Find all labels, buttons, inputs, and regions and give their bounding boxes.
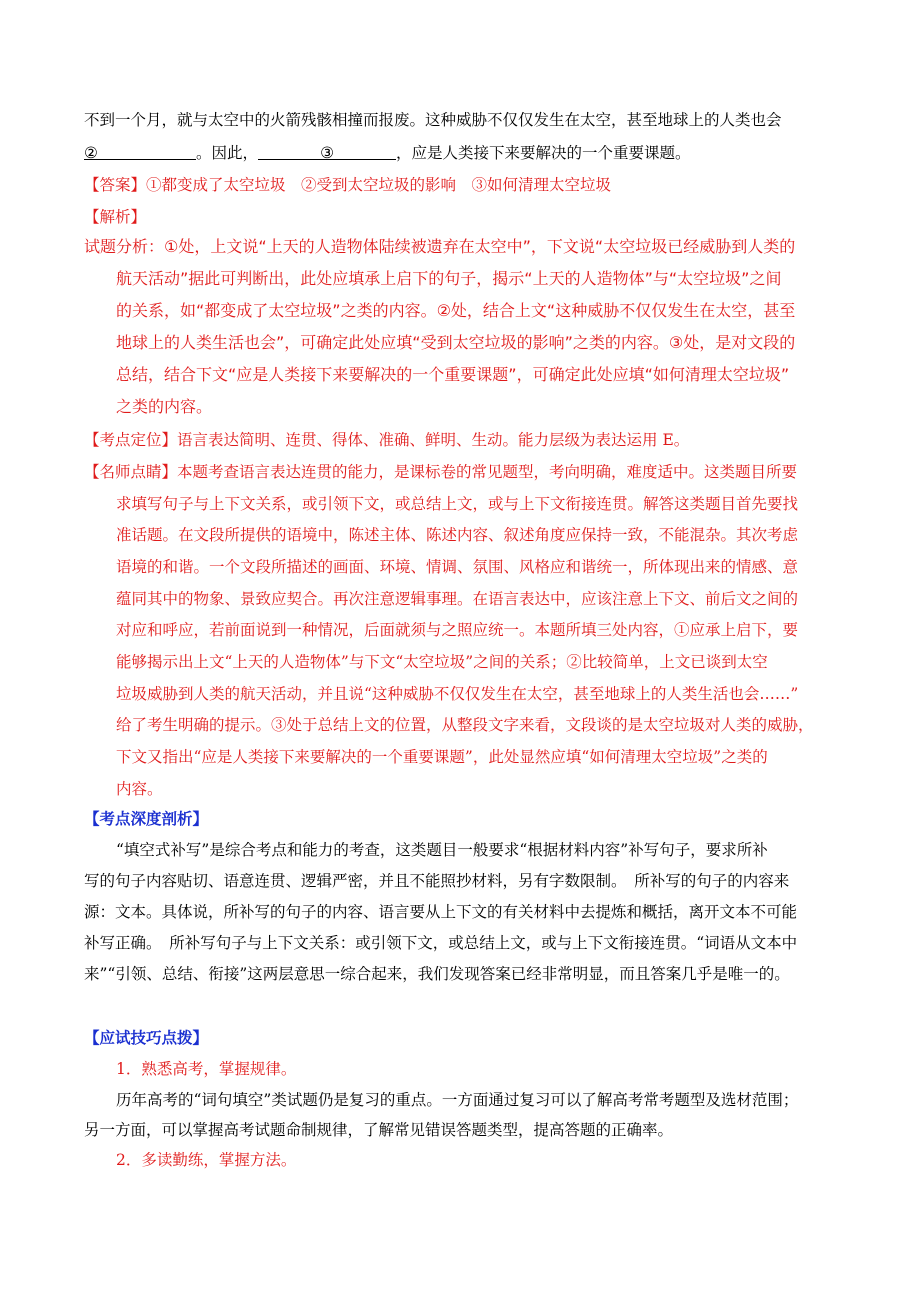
answer-text: ①都变成了太空垃圾 ②受到太空垃圾的影响 ③如何清理太空垃圾 <box>146 176 612 194</box>
depth-line: 补写正确。 所补写句子与上下文关系：或引领下文，或总结上文，或与上下文衔接连贯。“词语从文本中 <box>84 934 798 952</box>
kaodian-text: 语言表达简明、连贯、得体、准确、鲜明、生动。能力层级为表达运用 E。 <box>177 431 690 449</box>
blank-2 <box>84 143 196 160</box>
question-line-2-mid: 。因此， <box>196 144 259 162</box>
mingshi-line: 下文又指出“应是人类接下来要解决的一个重要课题”，此处显然应填“如何清理太空垃圾”之类的 <box>116 748 768 766</box>
answer-label: 【答案】 <box>84 176 147 194</box>
mingshi-label: 【名师点睛】 <box>84 463 178 481</box>
mingshi-text: 本题考查语言表达连贯的能力，是课标卷的常见题型，考向明确，难度适中。这类题目所要 <box>177 463 798 481</box>
analysis-line: 试题分析：①处，上文说“上天的人造物体陆续被遗弃在太空中”，下文说“太空垃圾已经威胁到人类的 <box>84 237 796 256</box>
mingshi-line: 蕴同其中的物象、景致应契合。再次注意逻辑事理。在语言表达中，应该注意上下文、前后文之间的 <box>116 590 799 608</box>
depth-line: 写的句子内容贴切、语意连贯、逻辑严密，并且不能照抄材料，另有字数限制。 所补写的句子的内容来 <box>84 872 790 890</box>
mingshi-line: 求填写句子与上下文关系，或引领下文，或总结上文，或与上下文衔接连贯。解答这类题目首先要找 <box>116 495 799 513</box>
blank-2-marker: ② <box>84 144 98 162</box>
blank-3-marker: ③ <box>320 144 334 162</box>
answer-line <box>84 175 611 195</box>
tips-item-1: 1．熟悉高考，掌握规律。 <box>116 1060 297 1078</box>
analysis-label: 【解析】 <box>84 208 147 226</box>
mingshi-line: 准话题。在文段所提供的语境中，陈述主体、陈述内容、叙述角度应保持一致，不能混杂。其次考虑 <box>116 526 799 544</box>
kaodian-label: 【考点定位】 <box>84 431 178 449</box>
blank-3 <box>258 143 396 160</box>
mingshi-line: 内容。 <box>116 780 163 798</box>
analysis-line: 地球上的人类生活也会”，可确定此处应填“受到太空垃圾的影响”之类的内容。③处，是对文段的 <box>116 333 796 352</box>
depth-line: “填空式补写”是综合考点和能力的考查，这类题目一般要求“根据材料内容”补写句子，要求所补 <box>116 841 768 859</box>
mingshi-line: 语境的和谐。一个文段所描述的画面、环境、情调、氛围、风格应和谐统一，所体现出来的情感、意 <box>116 558 799 576</box>
tips-paragraph-line: 另一方面，可以掌握高考试题命制规律，了解常见错误答题类型，提高答题的正确率。 <box>84 1121 674 1139</box>
mingshi-line: 能够揭示出上文“上天的人造物体”与下文“太空垃圾”之间的关系；②比较简单，上文已谈到太空 <box>116 653 768 671</box>
depth-line: 源：文本。具体说，所补写的句子的内容、语言要从上下文的有关材料中去提炼和概括，离开文本不可能 <box>84 903 798 921</box>
depth-line: 来”“引领、总结、衔接”这两层意思一综合起来，我们发现答案已经非常明显，而且答案几乎是唯一的。 <box>84 965 790 983</box>
mingshi-line: 给了考生明确的提示。③处于总结上文的位置，从整段文字来看，文段谈的是太空垃圾对人类的威胁， <box>116 716 814 734</box>
analysis-line: 总结，结合下文“应是人类接下来要解决的一个重要课题”，可确定此处应填“如何清理太空垃圾” <box>116 365 790 384</box>
mingshi-line: 垃圾威胁到人类的航天活动，并且说“这种威胁不仅仅发生在太空，甚至地球上的人类生活也会……” <box>116 685 799 703</box>
depth-heading: 【考点深度剖析】 <box>84 809 209 828</box>
mingshi-line: 对应和呼应，若前面说到一种情况，后面就须与之照应统一。本题所填三处内容，①应承上启下，要 <box>116 621 799 639</box>
analysis-line: 航天活动”据此可判断出，此处应填承上启下的句子，揭示“上天的人造物体”与“太空垃圾”之间 <box>116 269 782 288</box>
kaodian-line <box>84 430 689 450</box>
mingshi-line <box>84 462 797 482</box>
tips-heading: 【应试技巧点拨】 <box>84 1028 209 1047</box>
analysis-line: 的关系，如“都变成了太空垃圾”之类的内容。②处，结合上文“这种威胁不仅仅发生在太空，甚至 <box>116 301 796 320</box>
question-line-1: 不到一个月，就与太空中的火箭残骸相撞而报废。这种威胁不仅仅发生在太空，甚至地球上的人类也会 <box>84 111 782 129</box>
analysis-line: 之类的内容。 <box>116 397 213 416</box>
tips-paragraph-line: 历年高考的“词句填空”类试题仍是复习的重点。一方面通过复习可以了解高考常考题型及选材范围； <box>116 1091 799 1109</box>
question-line-2-end: ，应是人类接下来要解决的一个重要课题。 <box>396 144 691 162</box>
tips-item-2: 2．多读勤练，掌握方法。 <box>116 1151 297 1169</box>
question-line-2 <box>84 143 691 163</box>
